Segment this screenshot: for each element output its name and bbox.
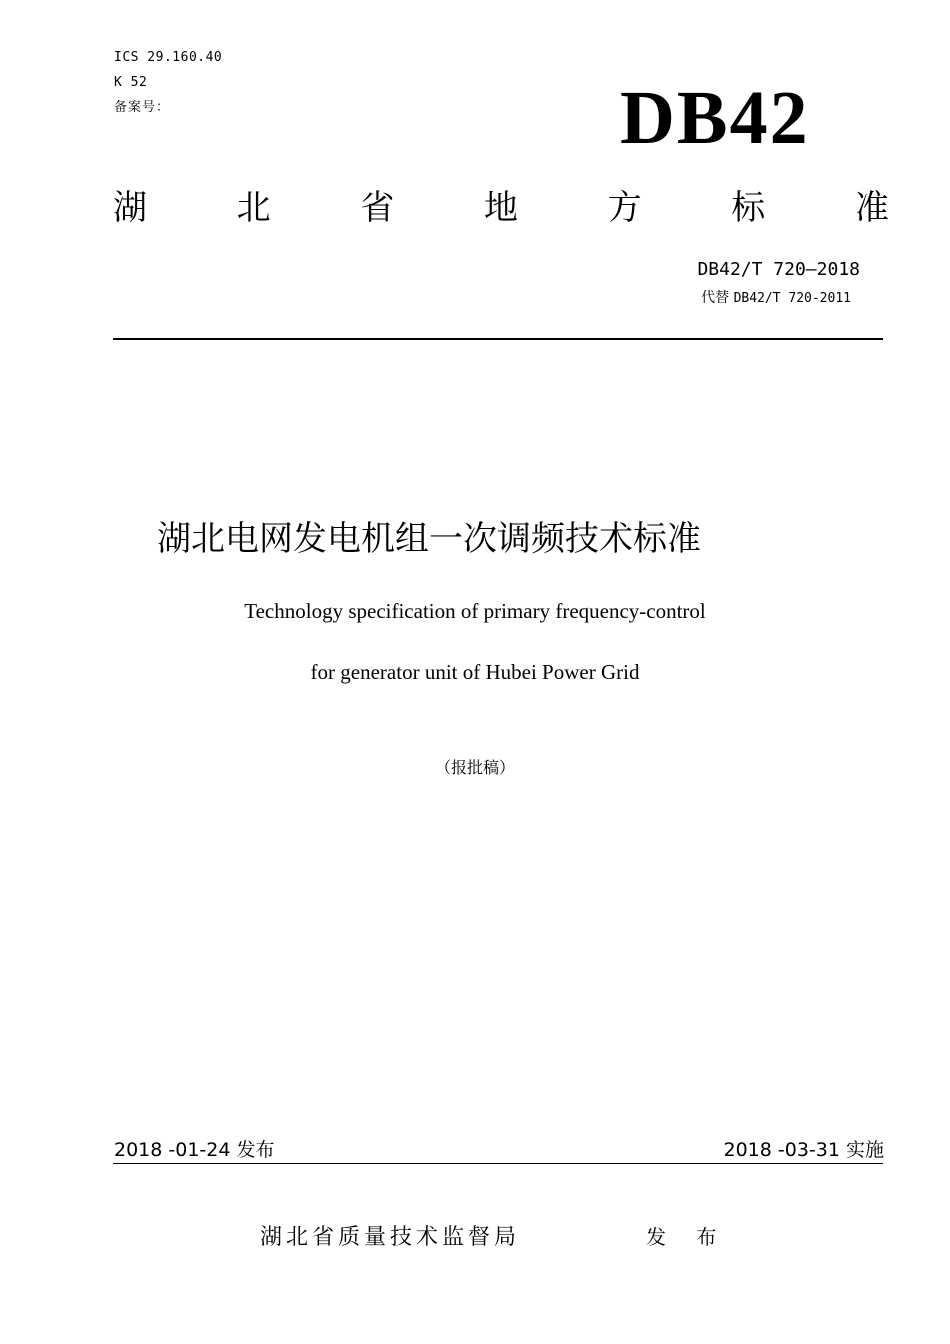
record-number-label: 备案号：	[114, 100, 171, 115]
standard-type-char: 省	[360, 188, 395, 228]
standard-type-char: 方	[607, 188, 642, 228]
db-logo: DB42	[620, 76, 810, 160]
bottom-divider	[113, 1163, 883, 1164]
replaces-prefix: 代替	[701, 290, 730, 306]
effective-date: 2018 -03-31 实施	[723, 1139, 884, 1161]
standard-number: DB42/T 720—2018	[697, 259, 860, 280]
document-title-chinese	[0, 516, 950, 562]
draft-status: （报批稿）	[434, 758, 515, 777]
issue-verb: 发 布	[646, 1225, 729, 1249]
title-chinese-text: 湖北电网发电机组一次调频技术标准	[157, 519, 701, 559]
replaces-code: DB42/T 720-2011	[733, 291, 851, 306]
issuing-authority: 湖北省质量技术监督局	[260, 1225, 521, 1250]
classification-code: K 52	[114, 75, 148, 90]
document-title-english-line2: for generator unit of Hubei Power Grid	[310, 660, 640, 684]
standard-type-char: 准	[854, 188, 889, 228]
issue-date: 2018 -01-24 发布	[114, 1139, 275, 1161]
standard-type-char: 北	[236, 188, 271, 228]
standard-type-char: 地	[483, 188, 518, 228]
document-title-english-line1: Technology specification of primary frequency-control	[244, 599, 706, 623]
standard-type-char: 湖	[113, 188, 147, 228]
ics-code: ICS 29.160.40	[114, 50, 223, 65]
standard-type-heading	[113, 186, 889, 230]
replaces-line	[701, 289, 851, 308]
standard-type-char: 标	[731, 188, 766, 228]
top-divider	[113, 338, 883, 340]
